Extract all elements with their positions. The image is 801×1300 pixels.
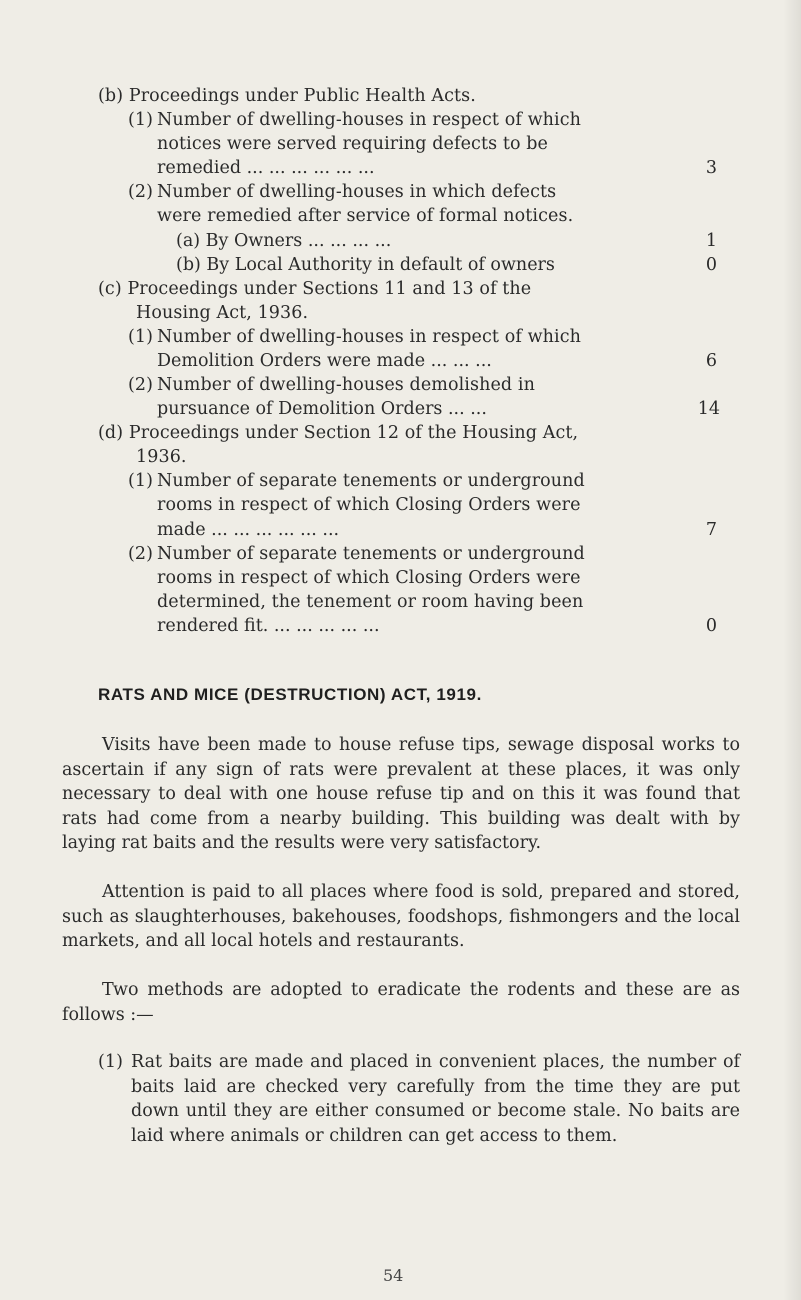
section-c-item1-label: (1) [128, 327, 154, 347]
section-d-item1-label: (1) [128, 471, 154, 491]
section-b-item2b: (b) By Local Authority in default of owners [176, 255, 555, 275]
rats-paragraph-1: Visits have been made to house refuse tips, sewage disposal works to ascertain if any sign of rats were prevalent at these places, it was only necessary to deal with one house refuse tip and on this it was found that rats had come from a nearby building. This building was dealt with by laying rat baits and the results were very satisfactory. [62, 735, 740, 853]
method-1-label: (1) [98, 1052, 124, 1072]
rats-section-heading: RATS AND MICE (DESTRUCTION) ACT, 1919. [98, 685, 482, 704]
section-b-item2-label: (2) [128, 182, 154, 202]
section-c-item1-line2-row [157, 349, 717, 373]
section-c-title-line1: (c) Proceedings under Sections 11 and 13 of the [98, 279, 532, 299]
section-b-item1-line3: remedied ... ... ... ... ... ... [157, 158, 375, 178]
section-d-item1-line3-row [157, 518, 717, 542]
section-b-item2-line2: were remedied after service of formal notices. [157, 206, 574, 226]
section-c-item2-line1: Number of dwelling-houses demolished in [157, 375, 535, 395]
section-c-item2-line2-row [157, 397, 720, 421]
section-b-item1-line2: notices were served requiring defects to be [157, 134, 549, 154]
method-1-text: Rat baits are made and placed in convenient places, the number of baits laid are checked very carefully from the time they are put down until they are either consumed or become stale. No baits are laid where animals or children can get access to them. [131, 1052, 740, 1146]
section-d-item1-line2: rooms in respect of which Closing Orders were [157, 495, 581, 515]
section-b-item2b-row [176, 253, 717, 277]
section-d-item2-line2: rooms in respect of which Closing Orders were [157, 568, 581, 588]
section-d-title-line1: (d) Proceedings under Section 12 of the Housing Act, [98, 423, 579, 443]
section-b-item1-line3-row [157, 156, 717, 180]
section-c-item1-value: 6 [705, 351, 717, 371]
section-d-item2-line1: Number of separate tenements or underground [157, 544, 585, 564]
section-b-item2a-row [176, 229, 717, 253]
section-b-item2a: (a) By Owners ... ... ... ... [176, 231, 392, 251]
section-d-item2-value: 0 [705, 616, 717, 636]
section-d-item1-value: 7 [705, 520, 717, 540]
page-edge-shadow [783, 0, 801, 1300]
section-c-item2-value: 14 [697, 399, 720, 419]
section-d-item1-line1: Number of separate tenements or underground [157, 471, 585, 491]
page-number: 54 [383, 1266, 404, 1285]
section-b-item2-line1: Number of dwelling-houses in which defects [157, 182, 557, 202]
section-d-title-line2: 1936. [136, 447, 187, 467]
section-c-title-line2: Housing Act, 1936. [136, 303, 309, 323]
section-d-item2-line3: determined, the tenement or room having been [157, 592, 584, 612]
section-b-item1-value: 3 [705, 158, 717, 178]
section-d-item2-line4: rendered fit. ... ... ... ... ... [157, 616, 380, 636]
section-b-item2a-value: 1 [705, 231, 717, 251]
section-c-item2-label: (2) [128, 375, 154, 395]
section-b-item1-line1: Number of dwelling-houses in respect of which [157, 110, 581, 130]
section-b-item1-label: (1) [128, 110, 154, 130]
section-d-item2-line4-row [157, 614, 717, 638]
rats-paragraph-3: Two methods are adopted to eradicate the rodents and these are as follows :— [62, 980, 740, 1025]
section-d-item2-label: (2) [128, 544, 154, 564]
section-c-item2-line2: pursuance of Demolition Orders ... ... [157, 399, 487, 419]
section-b-item2b-value: 0 [705, 255, 717, 275]
section-c-item1-line1: Number of dwelling-houses in respect of which [157, 327, 581, 347]
section-c-item1-line2: Demolition Orders were made ... ... ... [157, 351, 492, 371]
section-b-title: (b) Proceedings under Public Health Acts. [98, 86, 476, 106]
rats-paragraph-2: Attention is paid to all places where food is sold, prepared and stored, such as slaughterhouses, bakehouses, foodshops, fishmongers and the local markets, and all local hotels and restaurants. [62, 882, 740, 951]
section-d-item1-line3: made ... ... ... ... ... ... [157, 520, 340, 540]
